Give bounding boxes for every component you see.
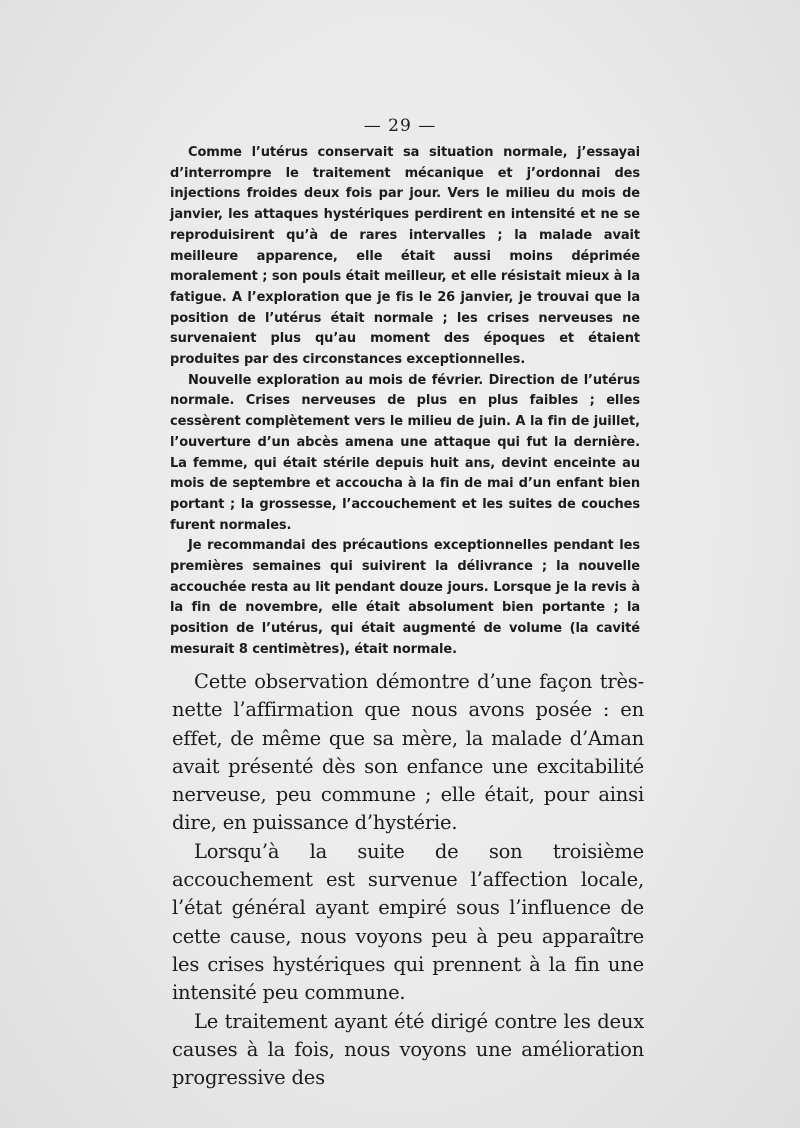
paragraph: Cette observation démontre d’une façon très-nette l’affirmation que nous avons posée : en effet, de même que sa mère, la malade d’Aman avait présenté dès son enfance une excitabilité nerveuse, peu commune ; elle était, pour ainsi dire, en puissance d’hystérie. [172, 670, 644, 835]
paragraph: Je recommandai des précautions exceptionnelles pendant les premières semaines qui suivirent la délivrance ; la nouvelle accouchée resta au lit pendant douze jours. Lorsque je la revis à la fin de novembre, elle était absolument bien portante ; la position de l’utérus, qui était augmenté de volume (la cavité mesurait 8 centimètres), était normale. [170, 538, 640, 657]
paragraph: Le traitement ayant été dirigé contre les deux causes à la fois, nous voyons une amélioration progressive des [172, 1009, 644, 1090]
case-report-text [170, 143, 640, 661]
main-body-text [172, 668, 644, 1092]
paragraph: Lorsqu’à la suite de son troisième accouchement est survenue l’affection locale, l’état général ayant empiré sous l’influence de cette cause, nous voyons peu à peu apparaître les crises hystériques qui prennent à la fin une intensité peu commune. [172, 839, 644, 1005]
paragraph: Comme l’utérus conservait sa situation normale, j’essayai d’interrompre le traitement mécanique et j’ordonnai des injections froides deux fois par jour. Vers le milieu du mois de janvier, les attaques hystériques perdirent en intensité et ne se reproduisirent qu’à de rares intervalles ; la malade avait meilleure apparence, elle était aussi moins déprimée moralement ; son pouls était meilleur, et elle résistait mieux à la fatigue. A l’exploration que je fis le 26 janvier, je trouvai que la position de l’utérus était normale ; les crises nerveuses ne survenaient plus qu’au moment des époques et étaient produites par des circonstances exceptionnelles. [170, 145, 640, 368]
paragraph: Nouvelle exploration au mois de février. Direction de l’utérus normale. Crises nerveuses de plus en plus faibles ; elles cessèrent complètement vers le milieu de juin. A la fin de juillet, l’ouverture d’un abcès amena une attaque qui fut la dernière. La femme, qui était stérile depuis huit ans, devint enceinte au mois de septembre et accoucha à la fin de mai d’un enfant bien portant ; la grossesse, l’accouchement et les suites de couches furent normales. [170, 372, 640, 533]
page-number: — 29 — [363, 116, 437, 136]
